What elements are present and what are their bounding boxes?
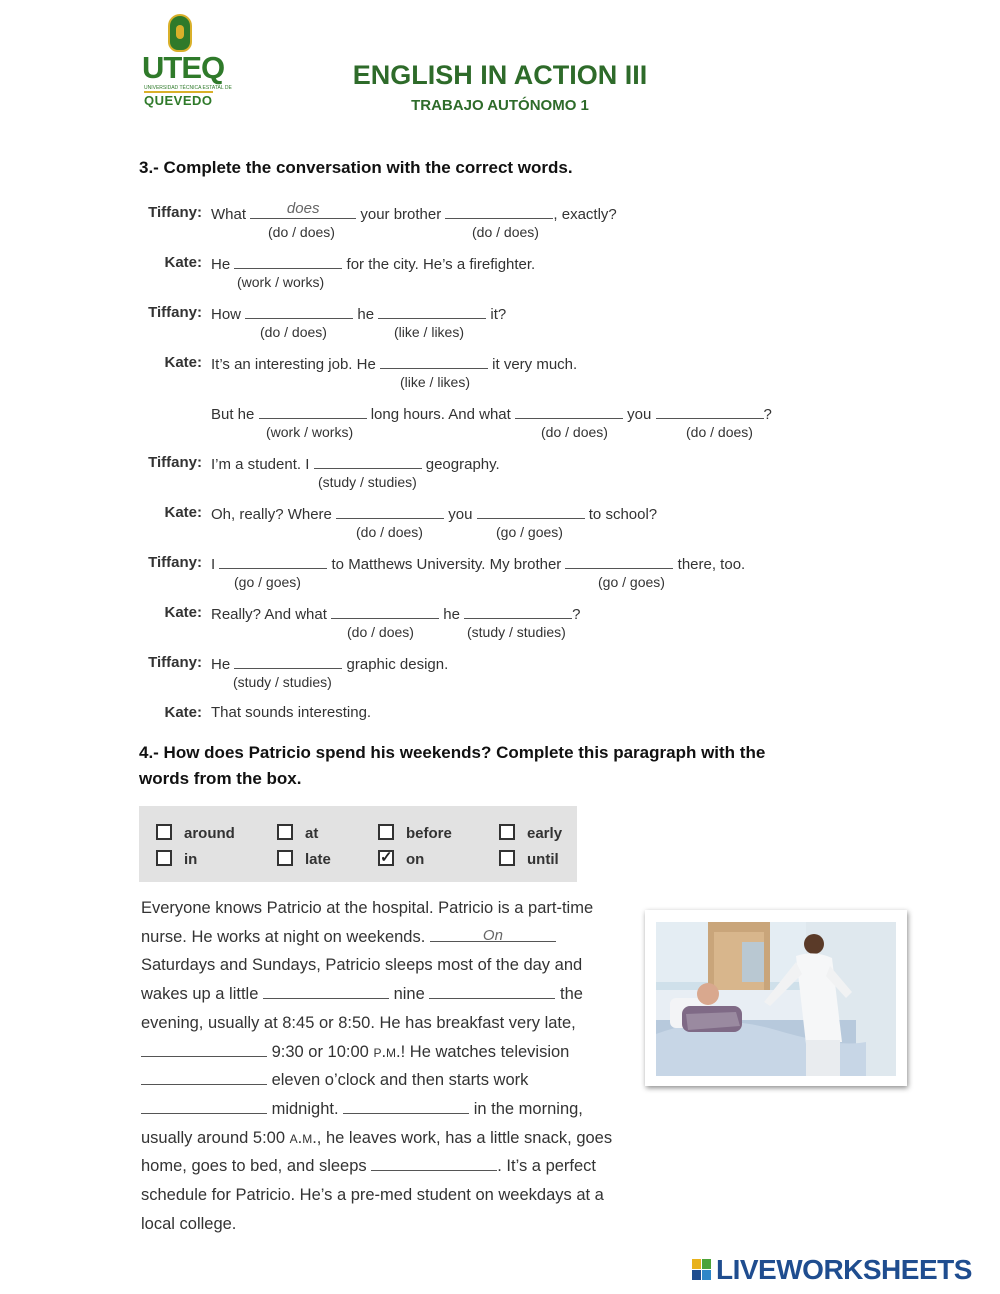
choice-hint: (like / likes) [400, 374, 471, 390]
choice-hint: (do / does) [472, 224, 539, 240]
nurse-patient-image [656, 922, 896, 1076]
answer-blank[interactable] [477, 504, 585, 519]
paragraph-text: eleven o’clock and then starts work [271, 1071, 529, 1090]
word-box [139, 806, 577, 882]
patricio-paragraph [141, 894, 631, 1238]
answer-blank[interactable] [430, 926, 556, 942]
hospital-photo [645, 910, 907, 1086]
answer-blank[interactable] [259, 404, 367, 419]
choice-hint: (study / studies) [233, 674, 332, 690]
answer-blank[interactable] [331, 604, 439, 619]
word-option: around [184, 825, 235, 842]
line-text: he [443, 606, 460, 623]
line-text: there, too. [677, 556, 746, 573]
answer-blank[interactable] [656, 404, 764, 419]
paragraph-text: Everyone knows Patricio at the hospital. Patricio is a part-time nurse. He works at night on weekends. [141, 899, 594, 946]
choice-hint: (do / does) [260, 324, 327, 340]
section4-heading-line: 4.- How does Patricio spend his weekends? Complete this paragraph with the [139, 743, 766, 762]
line-text: He [211, 256, 231, 273]
word-option: on [406, 851, 425, 868]
paragraph-text: in the morning, usually around 5:00 [141, 1099, 583, 1147]
logo-acronym: UTEQ [142, 50, 225, 85]
filled-answer: On [482, 926, 503, 944]
word-checkbox[interactable] [156, 824, 172, 840]
line-text: to Matthews University. My brother [331, 556, 562, 573]
speaker-label: Tiffany: [148, 554, 202, 571]
paragraph-text: 9:30 or 10:00 [271, 1042, 369, 1061]
section4-heading [139, 740, 765, 792]
line-text: How [211, 306, 242, 323]
word-checkbox[interactable] [277, 824, 293, 840]
word-option: before [406, 825, 452, 842]
liveworksheets-logo [692, 1253, 992, 1285]
choice-hint: (work / works) [266, 424, 354, 440]
logo-university-line: UNIVERSIDAD TÉCNICA ESTATAL DE [144, 85, 232, 91]
choice-hint: (do / does) [686, 424, 753, 440]
answer-blank[interactable] [245, 304, 353, 319]
paragraph-text: ! He watches television [400, 1042, 570, 1061]
line-text: it? [490, 306, 507, 323]
page-title: ENGLISH IN ACTION III [352, 60, 648, 90]
line-text: That sounds interesting. [211, 704, 372, 721]
line-text: , exactly? [553, 206, 617, 223]
line-text: But he [211, 406, 255, 423]
word-checkbox-checked[interactable]: ✓ [380, 849, 393, 866]
answer-blank[interactable] [234, 654, 342, 669]
answer-blank[interactable] [234, 254, 342, 269]
choice-hint: (do / does) [356, 524, 423, 540]
word-checkbox[interactable] [499, 850, 515, 866]
line-text: your brother [360, 206, 442, 223]
choice-hint: (go / goes) [234, 574, 301, 590]
page-subtitle: TRABAJO AUTÓNOMO 1 [411, 97, 589, 114]
answer-blank[interactable] [380, 354, 488, 369]
university-crest-icon [168, 14, 192, 52]
line-text: Oh, really? Where [211, 506, 332, 523]
answer-blank[interactable] [445, 204, 553, 219]
line-text: He [211, 656, 231, 673]
paragraph-text: . It’s a perfect schedule for Patricio. He’s a pre-med student on weekdays at a local college. [141, 1157, 604, 1233]
line-text: Really? And what [211, 606, 327, 623]
line-text: he [357, 306, 375, 323]
answer-blank[interactable] [565, 554, 673, 569]
speaker-label: Tiffany: [148, 304, 202, 321]
word-option: at [305, 825, 319, 842]
word-option: in [184, 851, 198, 868]
line-text: long hours. And what [370, 406, 511, 423]
line-text: geography. [425, 456, 500, 473]
choice-hint: (study / studies) [467, 624, 566, 640]
line-text: ? [763, 406, 772, 423]
choice-hint: (work / works) [237, 274, 325, 290]
line-text: What [211, 206, 247, 223]
speaker-label: Kate: [164, 504, 202, 521]
time-abbrev: p.m. [373, 1042, 401, 1061]
paragraph-text: Saturdays and Sundays, Patricio sleeps most of the day and wakes up a little [141, 956, 583, 1004]
section4-heading-line: words from the box. [139, 769, 302, 788]
answer-blank[interactable] [219, 554, 327, 569]
word-checkbox[interactable] [277, 850, 293, 866]
choice-hint: (do / does) [268, 224, 335, 240]
word-option: late [305, 851, 331, 868]
choice-hint: (study / studies) [318, 474, 417, 490]
line-text: you [627, 406, 652, 423]
speaker-label: Tiffany: [148, 454, 202, 471]
word-option: until [527, 851, 559, 868]
answer-blank[interactable] [141, 1069, 267, 1085]
line-text: to school? [588, 506, 658, 523]
speaker-label: Kate: [164, 354, 202, 371]
section3-heading: 3.- Complete the conversation with the correct words. [139, 158, 573, 177]
word-checkbox[interactable] [378, 824, 394, 840]
line-text: it very much. [492, 356, 578, 373]
line-text: I [211, 556, 216, 573]
speaker-label: Kate: [164, 604, 202, 621]
liveworksheets-brand: LIVEWORKSHEETS [716, 1254, 972, 1285]
paragraph-text: nine [393, 985, 425, 1004]
liveworksheets-blocks-icon [692, 1259, 712, 1281]
line-text: for the city. He’s a firefighter. [346, 256, 536, 273]
answer-blank[interactable] [141, 1098, 267, 1114]
answer-blank[interactable] [378, 304, 486, 319]
choice-hint: (do / does) [541, 424, 608, 440]
paragraph-text: , he leaves work, has a little snack, goes home, goes to bed, and sleeps [141, 1128, 613, 1176]
answer-blank[interactable] [343, 1098, 469, 1114]
filled-answer: does [286, 200, 320, 217]
time-abbrev: a.m. [289, 1128, 317, 1147]
answer-blank[interactable] [263, 983, 389, 999]
answer-blank[interactable] [336, 504, 444, 519]
answer-blank[interactable] [429, 983, 555, 999]
line-text: graphic design. [346, 656, 449, 673]
answer-blank[interactable] [515, 404, 623, 419]
paragraph-text: midnight. [271, 1099, 339, 1118]
speaker-label: Kate: [164, 254, 202, 271]
logo-city: QUEVEDO [144, 93, 213, 108]
word-checkbox[interactable] [499, 824, 515, 840]
speaker-label: Tiffany: [148, 204, 202, 221]
speaker-label: Tiffany: [148, 654, 202, 671]
choice-hint: (go / goes) [598, 574, 665, 590]
line-text: you [448, 506, 473, 523]
answer-blank[interactable] [371, 1155, 497, 1171]
choice-hint: (like / likes) [394, 324, 465, 340]
choice-hint: (do / does) [347, 624, 414, 640]
speaker-label: Kate: [164, 704, 202, 721]
paragraph-text: the evening, usually at 8:45 or 8:50. He has breakfast very late, [141, 985, 583, 1032]
line-text: It’s an interesting job. He [211, 356, 376, 373]
line-text: I’m a student. I [211, 456, 310, 473]
choice-hint: (go / goes) [496, 524, 563, 540]
answer-blank[interactable] [464, 604, 572, 619]
line-text: ? [572, 606, 581, 623]
word-checkbox[interactable] [156, 850, 172, 866]
answer-blank[interactable] [250, 200, 356, 219]
word-option: early [527, 825, 563, 842]
answer-blank[interactable] [314, 454, 422, 469]
answer-blank[interactable] [141, 1041, 267, 1057]
